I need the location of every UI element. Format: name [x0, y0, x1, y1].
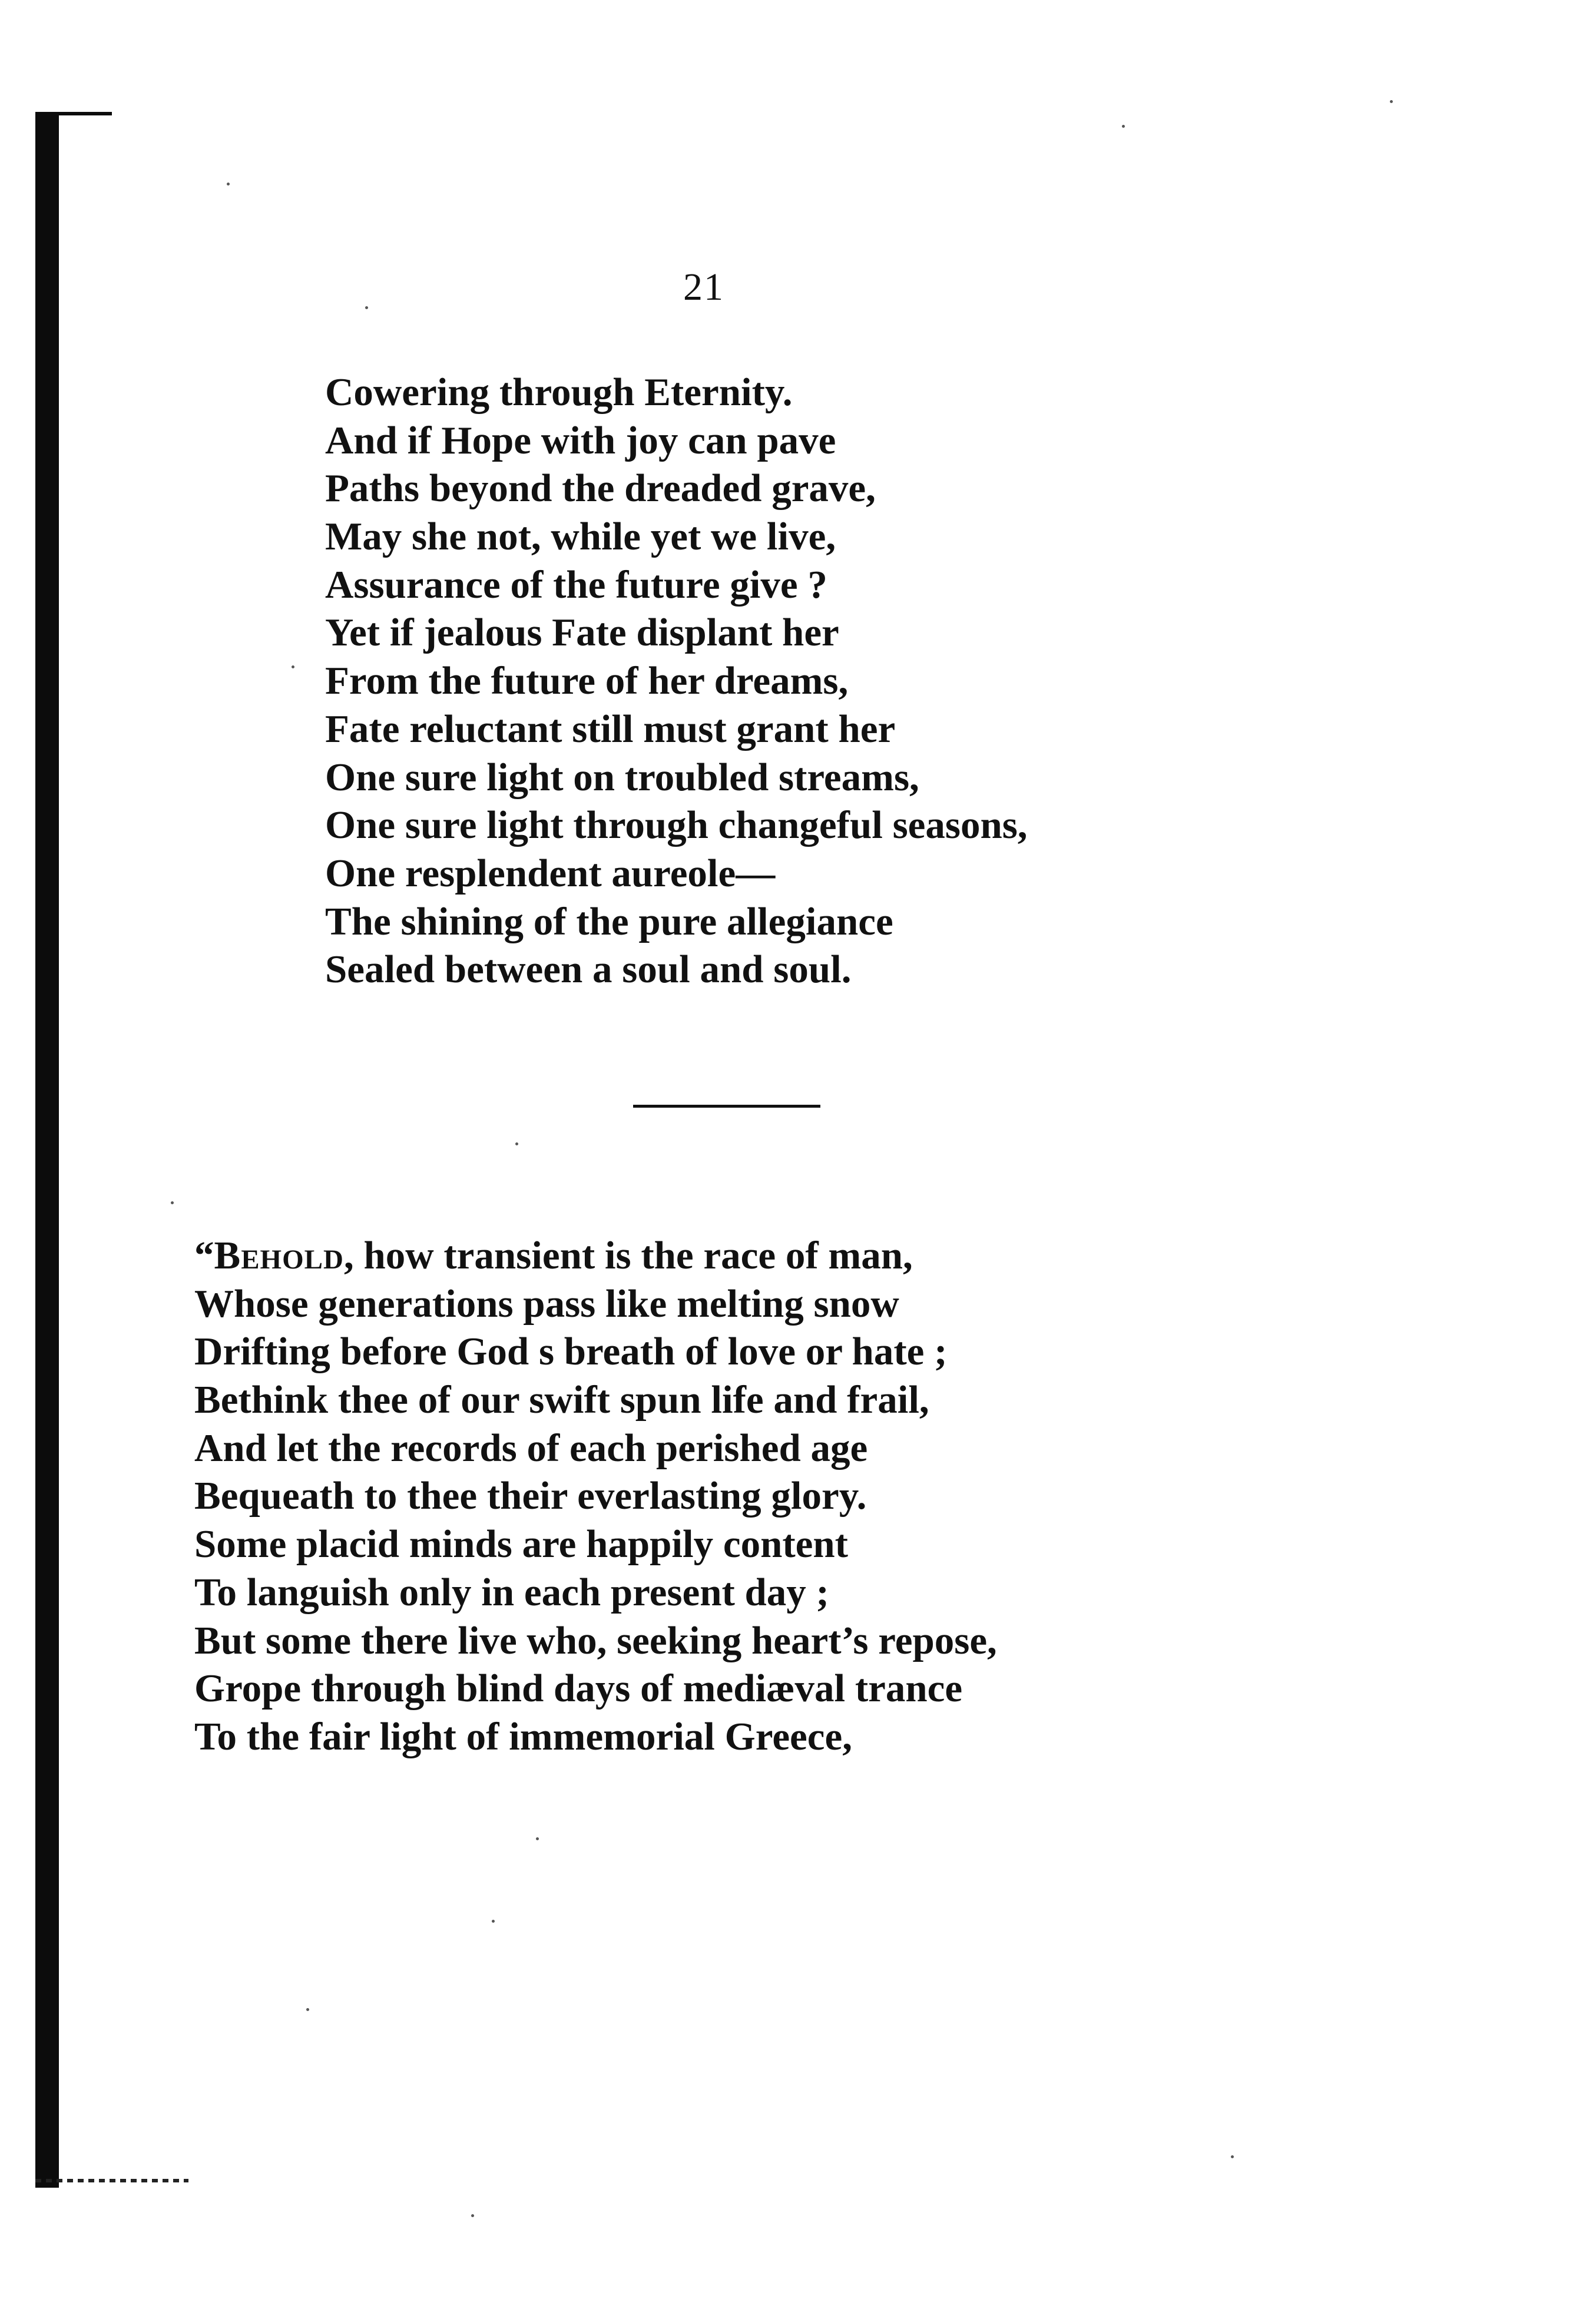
binding-bottom-rule [35, 2179, 188, 2182]
book-binding-edge [35, 112, 59, 2188]
poem-line: Fate reluctant still must grant her [325, 707, 896, 751]
poem-line: From the future of her dreams, [325, 659, 849, 703]
poem-line: Paths beyond the dreaded grave, [325, 466, 876, 511]
poem-line: May she not, while yet we live, [325, 515, 836, 559]
poem-line: Yet if jealous Fate displant her [325, 611, 839, 655]
poem-line: To languish only in each present day ; [194, 1570, 829, 1614]
scan-speck [1122, 125, 1125, 128]
scan-speck [515, 1142, 518, 1145]
poem-line: Sealed between a soul and soul. [325, 948, 852, 992]
poem-line: Grope through blind days of mediæval trance [194, 1667, 963, 1711]
opening-word: Behold [214, 1234, 344, 1277]
poem-line: Whose generations pass like melting snow [194, 1281, 899, 1326]
poem-line: Cowering through Eternity. [325, 370, 793, 414]
poem-line: Bequeath to thee their everlasting glory. [194, 1474, 867, 1518]
scan-speck [1231, 2155, 1234, 2158]
scan-speck [227, 183, 230, 185]
new-poem-stanza [194, 1232, 997, 1761]
poem-line: Some placid minds are happily content [194, 1522, 848, 1566]
first-line-rest: , how transient is the race of man, [343, 1234, 913, 1277]
scan-speck [471, 2214, 474, 2217]
binding-top-rule [35, 112, 112, 115]
poem-line: Drifting before God s breath of love or hate ; [194, 1330, 948, 1374]
poem-line: Assurance of the future give ? [325, 562, 827, 607]
poem-first-line [194, 1232, 997, 1280]
poem-line: One sure light on troubled streams, [325, 755, 919, 799]
poem-line: One sure light through changeful seasons, [325, 803, 1028, 847]
scan-speck [365, 306, 368, 309]
scan-speck [492, 1920, 495, 1923]
scan-speck [292, 665, 294, 668]
poem-line: But some there live who, seeking heart’s repose, [194, 1618, 997, 1662]
scan-speck [171, 1201, 174, 1204]
poem-line: Bethink thee of our swift spun life and frail, [194, 1378, 929, 1422]
scan-speck [1390, 100, 1393, 103]
poem-line: One resplendent aureole— [325, 851, 776, 895]
scan-speck [536, 1837, 539, 1840]
section-divider [633, 1105, 820, 1108]
scan-speck [306, 2008, 309, 2011]
poem-line: To the fair light of immemorial Greece, [194, 1714, 853, 1758]
poem-line: And let the records of each perished age [194, 1426, 868, 1470]
opening-quote: “ [194, 1234, 214, 1277]
page-number: 21 [683, 266, 724, 309]
poem-line: The shining of the pure allegiance [325, 899, 893, 943]
poem-line: And if Hope with joy can pave [325, 418, 836, 462]
poem-continued-stanza [325, 369, 1028, 994]
